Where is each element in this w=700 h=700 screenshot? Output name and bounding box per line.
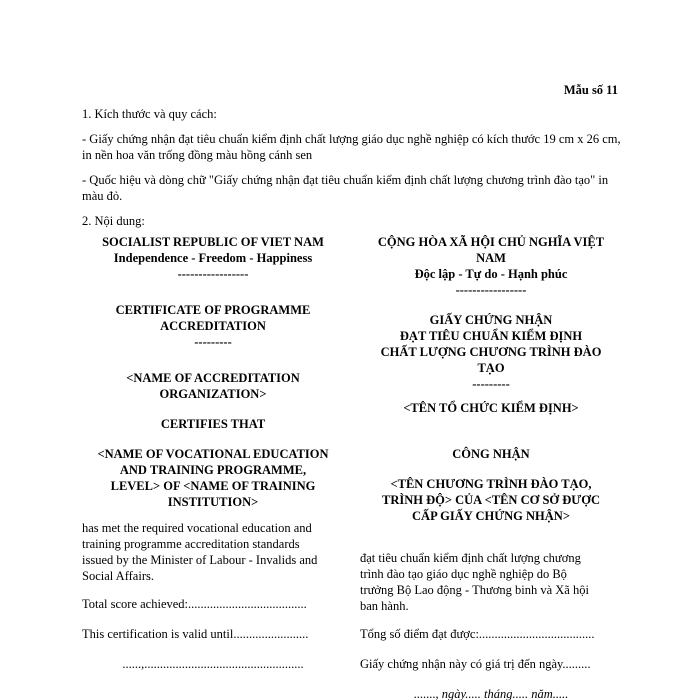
- divider: ---------: [472, 377, 510, 391]
- certificate-title-line: GIẤY CHỨNG NHẬN: [429, 313, 553, 327]
- total-score-en: Total score achieved:......................................: [82, 597, 307, 611]
- body-text-en: [82, 520, 344, 584]
- nation-motto-vi: Độc lập - Tự do - Hạnh phúc: [414, 267, 568, 281]
- organization-line: ORGANIZATION>: [159, 387, 267, 401]
- programme-line: TRÌNH ĐỘ> CỦA <TÊN CƠ SỞ ĐƯỢC: [382, 493, 600, 507]
- body-text-vi: [360, 550, 622, 614]
- body-line: trưởng Bộ Lao động - Thương binh và Xã hội: [360, 583, 589, 597]
- programme-line: INSTITUTION>: [167, 495, 259, 509]
- certificate-title-line: CHẤT LƯỢNG CHƯƠNG TRÌNH ĐÀO: [380, 345, 602, 359]
- intro-item-color: - Quốc hiệu và dòng chữ "Giấy chứng nhận đạt tiêu chuẩn kiểm định chất lượng chương trình đào tạo" in màu đỏ.: [82, 173, 609, 203]
- form-number: Mẫu số 11: [563, 83, 618, 97]
- nation-name-vi-cont: NAM: [476, 251, 506, 265]
- certificate-title-en: [82, 302, 344, 350]
- certificate-title-line: ĐẠT TIÊU CHUẨN KIỂM ĐỊNH: [399, 329, 583, 343]
- body-line: has met the required vocational education and: [82, 521, 312, 535]
- organization-name-en: [82, 370, 344, 402]
- certificate-title-line: TẠO: [477, 361, 505, 375]
- intro-heading: 1. Kích thước và quy cách:: [82, 107, 217, 121]
- programme-line: AND TRAINING PROGRAMME,: [119, 463, 307, 477]
- validity-vi: Giấy chứng nhận này có giá trị đến ngày.........: [360, 657, 591, 671]
- body-line: issued by the Minister of Labour - Invalids and: [82, 553, 318, 567]
- programme-name-vi: [360, 476, 622, 524]
- date-prefix: .......,: [413, 687, 442, 700]
- certificate-title-vi: [360, 312, 622, 392]
- nation-name-en: SOCIALIST REPUBLIC OF VIET NAM: [102, 235, 324, 249]
- body-line: trình đào tạo giáo dục nghề nghiệp do Bộ: [360, 567, 567, 581]
- programme-name-en: [82, 446, 344, 510]
- body-line: ban hành.: [360, 599, 409, 613]
- nation-header-en: [82, 234, 344, 282]
- certificate-title-line: CERTIFICATE OF PROGRAMME: [115, 303, 311, 317]
- content-heading: 2. Nội dung:: [82, 214, 145, 228]
- organization-name-vi: <TÊN TỔ CHỨC KIỂM ĐỊNH>: [403, 401, 579, 415]
- date-italic: ngày..... tháng..... năm.....: [441, 687, 569, 700]
- divider: -----------------: [455, 283, 527, 297]
- programme-line: LEVEL> OF <NAME OF TRAINING: [110, 479, 316, 493]
- total-score-vi: Tổng số điểm đạt được:.....................................: [360, 627, 595, 641]
- divider: ---------: [194, 335, 232, 349]
- certificate-title-line: ACCREDITATION: [160, 319, 266, 333]
- organization-line: <NAME OF ACCREDITATION: [126, 371, 300, 385]
- body-line: training programme accreditation standards: [82, 537, 300, 551]
- nation-header-vi: [360, 234, 622, 298]
- divider: -----------------: [177, 267, 249, 281]
- nation-name-vi: CỘNG HÒA XÃ HỘI CHỦ NGHĨA VIỆT: [377, 235, 605, 249]
- date-line-en: ......,...................................................: [122, 657, 304, 671]
- nation-motto-en: Independence - Freedom - Happiness: [113, 251, 313, 265]
- intro-section: [82, 106, 622, 238]
- english-column: [82, 234, 344, 700]
- programme-line: <TÊN CHƯƠNG TRÌNH ĐÀO TẠO,: [390, 477, 592, 491]
- certifies-label-vi: CÔNG NHẬN: [452, 447, 530, 461]
- bilingual-columns: [82, 234, 622, 700]
- body-line: Social Affairs.: [82, 569, 154, 583]
- validity-en: This certification is valid until........................: [82, 627, 309, 641]
- programme-line: CẤP GIẤY CHỨNG NHẬN>: [412, 509, 570, 523]
- vietnamese-column: [360, 234, 622, 700]
- body-line: đạt tiêu chuẩn kiểm định chất lượng chương: [360, 551, 581, 565]
- certifies-label-en: CERTIFIES THAT: [160, 417, 266, 431]
- spacer: [360, 430, 622, 446]
- intro-item-size: - Giấy chứng nhận đạt tiêu chuẩn kiểm định chất lượng giáo dục nghề nghiệp có kích thước 19 cm x 26 cm, in nền hoa văn trống đồng màu hồng cánh sen: [82, 132, 621, 162]
- date-line-vi: [360, 686, 622, 700]
- programme-line: <NAME OF VOCATIONAL EDUCATION: [97, 447, 329, 461]
